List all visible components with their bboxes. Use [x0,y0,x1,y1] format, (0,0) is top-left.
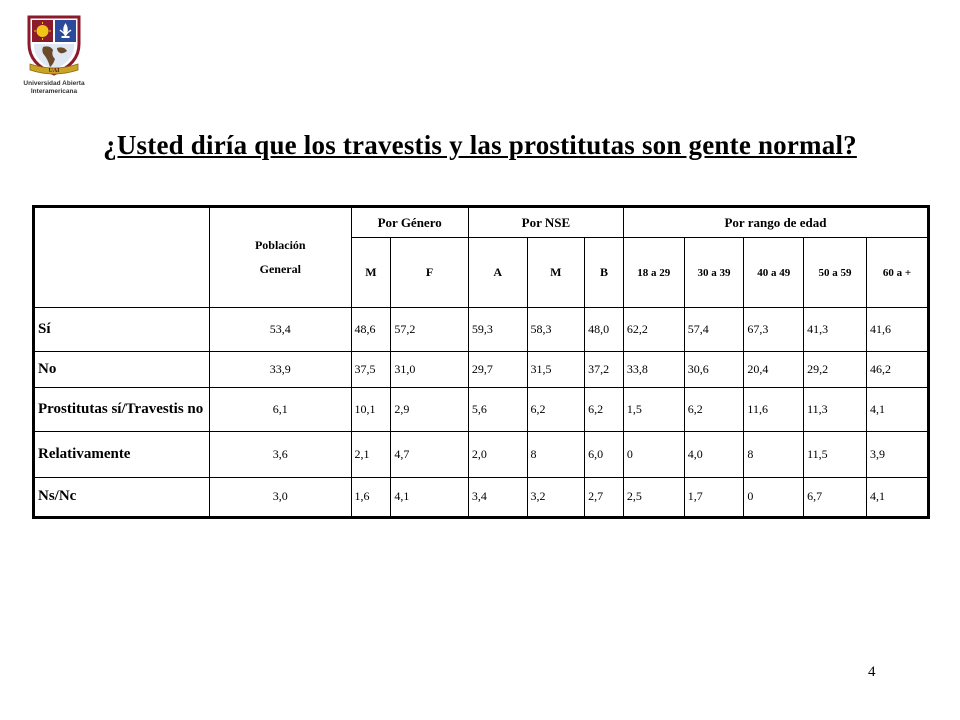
table-cell: 4,1 [391,477,469,517]
table-cell: 41,6 [866,307,928,351]
table-cell: 29,7 [468,352,527,387]
general-header-line2: General [259,262,301,277]
table-cell: 2,1 [351,432,391,477]
table-cell: 2,9 [391,387,469,431]
table-cell: 6,2 [585,387,624,431]
table-cell: 4,0 [684,432,744,477]
table-cell: 46,2 [866,352,928,387]
gender-group-header: Por Género [351,207,468,238]
row-label: No [34,352,210,387]
row-label: Ns/Nc [34,477,210,517]
subheader-gender-m: M [351,238,391,308]
table-cell: 59,3 [468,307,527,351]
table-cell: 6,0 [585,432,624,477]
table-row [34,477,929,517]
table-cell: 6,2 [684,387,744,431]
table-cell: 33,8 [623,352,684,387]
table-cell: 2,7 [585,477,624,517]
table-cell: 31,5 [527,352,585,387]
table-cell: 0 [623,432,684,477]
survey-results-table [32,205,930,519]
subheader-age-40-49: 40 a 49 [744,238,804,308]
table-cell: 0 [744,477,804,517]
table-cell: 4,7 [391,432,469,477]
table-cell: 4,1 [866,387,928,431]
svg-text:UAI: UAI [48,68,60,74]
subheader-age-30-39: 30 a 39 [684,238,744,308]
table-cell: 1,5 [623,387,684,431]
general-population-header [210,207,351,308]
subheader-nse-a: A [468,238,527,308]
table-cell: 2,0 [468,432,527,477]
page-number: 4 [868,664,876,680]
university-shield-icon [26,14,82,76]
university-name-line2: Interamericana [30,88,78,95]
table-cell: 3,9 [866,432,928,477]
table-cell: 57,4 [684,307,744,351]
table-cell: 1,6 [351,477,391,517]
table-cell: 11,3 [804,387,867,431]
table-cell: 33,9 [210,352,351,387]
table-cell: 29,2 [804,352,867,387]
table-cell: 37,5 [351,352,391,387]
table-cell: 4,1 [866,477,928,517]
header-row-groups [34,207,929,238]
table-cell: 10,1 [351,387,391,431]
table-cell: 48,0 [585,307,624,351]
table-cell: 3,0 [210,477,351,517]
university-logo [14,14,94,110]
table-cell: 37,2 [585,352,624,387]
table-cell: 6,7 [804,477,867,517]
table-cell: 8 [527,432,585,477]
row-label: Sí [34,307,210,351]
subheader-age-18-29: 18 a 29 [623,238,684,308]
subheader-gender-f: F [391,238,469,308]
table-cell: 67,3 [744,307,804,351]
table-row [34,307,929,351]
table-cell: 1,7 [684,477,744,517]
subheader-age-60-plus: 60 a + [866,238,928,308]
table-cell: 48,6 [351,307,391,351]
corner-cell [34,207,210,308]
table-cell: 57,2 [391,307,469,351]
row-label: Prostitutas sí/Travestis no [34,387,210,431]
subheader-nse-m: M [527,238,585,308]
subheader-nse-b: B [585,238,624,308]
table-cell: 58,3 [527,307,585,351]
university-name-line1: Universidad Abierta [23,80,85,87]
table-cell: 20,4 [744,352,804,387]
table-cell: 62,2 [623,307,684,351]
table-cell: 53,4 [210,307,351,351]
nse-group-header: Por NSE [468,207,623,238]
table-cell: 31,0 [391,352,469,387]
table-cell: 11,6 [744,387,804,431]
table-cell: 41,3 [804,307,867,351]
slide-title: ¿Usted diría que los travestis y las prostitutas son gente normal? [103,130,857,160]
row-label: Relativamente [34,432,210,477]
table-cell: 3,6 [210,432,351,477]
table-cell: 3,4 [468,477,527,517]
table-cell: 8 [744,432,804,477]
table-row [34,432,929,477]
age-group-header: Por rango de edad [623,207,928,238]
table-row [34,352,929,387]
subheader-age-50-59: 50 a 59 [804,238,867,308]
general-header-line1: Población [254,238,306,253]
table-cell: 11,5 [804,432,867,477]
table-cell: 6,2 [527,387,585,431]
table-cell: 6,1 [210,387,351,431]
table-row [34,387,929,431]
table-cell: 3,2 [527,477,585,517]
table-cell: 2,5 [623,477,684,517]
table-cell: 30,6 [684,352,744,387]
table-cell: 5,6 [468,387,527,431]
